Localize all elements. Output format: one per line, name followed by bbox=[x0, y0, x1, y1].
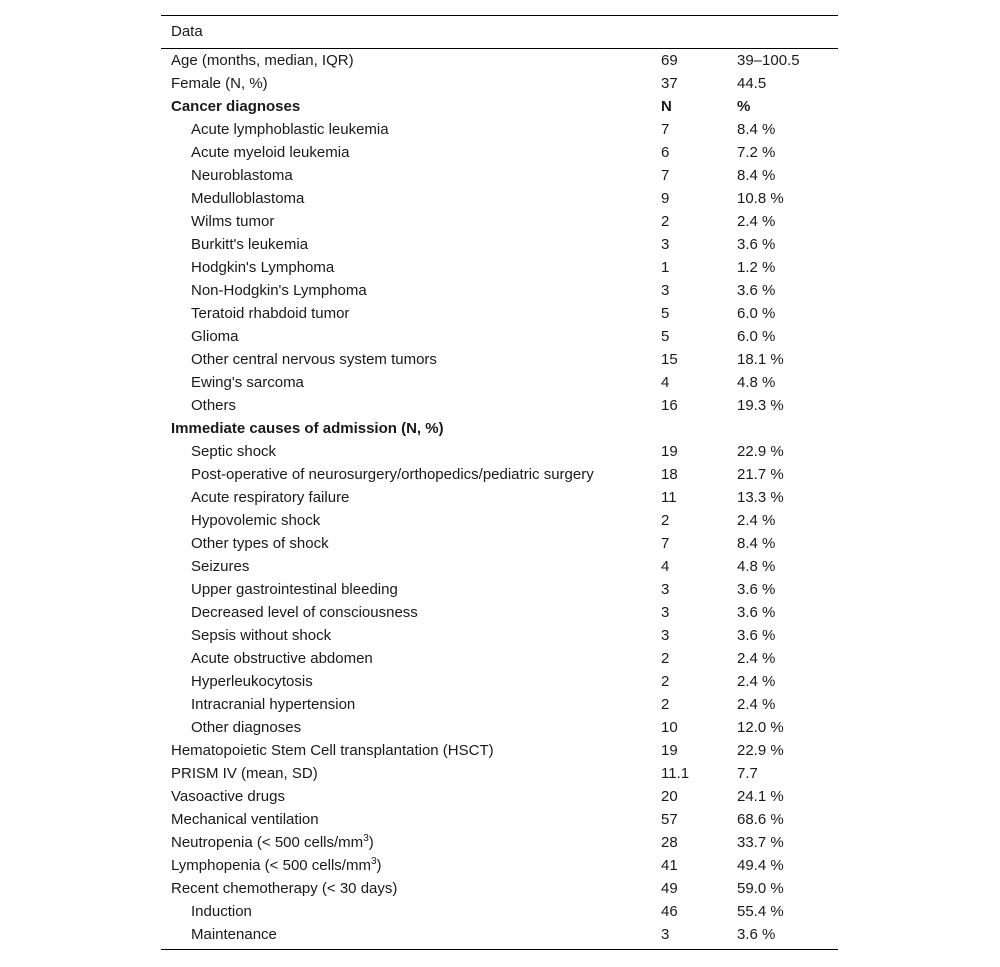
row-percent: 22.9 % bbox=[737, 742, 784, 759]
row-count: 10 bbox=[661, 719, 678, 736]
row-percent: 44.5 bbox=[737, 75, 767, 92]
row-count: 11.1 bbox=[661, 765, 690, 782]
row-count: 1 bbox=[661, 259, 670, 276]
table-row bbox=[161, 785, 838, 808]
table-row bbox=[161, 348, 838, 371]
table-row bbox=[161, 900, 838, 923]
table-row bbox=[161, 279, 838, 302]
row-label: Sepsis without shock bbox=[191, 627, 332, 644]
table-row bbox=[161, 394, 838, 417]
row-count: N bbox=[661, 98, 672, 115]
table-row bbox=[161, 739, 838, 762]
row-label: Acute myeloid leukemia bbox=[191, 144, 350, 161]
row-percent: 2.4 % bbox=[737, 213, 776, 230]
row-percent: 7.7 bbox=[737, 765, 758, 782]
superscript: 3 bbox=[370, 856, 377, 867]
row-label: Decreased level of consciousness bbox=[191, 604, 418, 621]
row-label: Mechanical ventilation bbox=[171, 811, 319, 828]
row-percent: 68.6 % bbox=[737, 811, 784, 828]
table-row bbox=[161, 555, 838, 578]
table-row bbox=[161, 187, 838, 210]
table-row bbox=[161, 440, 838, 463]
row-percent: 39–100.5 bbox=[737, 52, 800, 69]
row-label: Hematopoietic Stem Cell transplantation (HSCT) bbox=[171, 742, 494, 759]
row-count: 4 bbox=[661, 558, 670, 575]
row-label: Maintenance bbox=[191, 926, 277, 943]
row-label: Ewing's sarcoma bbox=[191, 374, 304, 391]
row-label: Seizures bbox=[191, 558, 250, 575]
row-count: 3 bbox=[661, 581, 670, 598]
row-percent: 2.4 % bbox=[737, 673, 776, 690]
row-label: Other central nervous system tumors bbox=[191, 351, 437, 368]
row-percent: 22.9 % bbox=[737, 443, 784, 460]
table-row bbox=[161, 486, 838, 509]
row-percent: 49.4 % bbox=[737, 857, 784, 874]
row-percent: 33.7 % bbox=[737, 834, 784, 851]
row-count: 28 bbox=[661, 834, 678, 851]
row-label: Vasoactive drugs bbox=[171, 788, 285, 805]
row-percent: 10.8 % bbox=[737, 190, 784, 207]
row-label: Hypovolemic shock bbox=[191, 512, 321, 529]
row-label: Female (N, %) bbox=[171, 75, 268, 92]
table-row bbox=[161, 95, 838, 118]
row-percent: 2.4 % bbox=[737, 512, 776, 529]
table-header-row bbox=[161, 16, 838, 48]
row-percent: 59.0 % bbox=[737, 880, 784, 897]
row-count: 18 bbox=[661, 466, 678, 483]
row-count: 11 bbox=[661, 489, 677, 506]
row-label: Other diagnoses bbox=[191, 719, 302, 736]
row-percent: 4.8 % bbox=[737, 558, 776, 575]
row-percent: 24.1 % bbox=[737, 788, 784, 805]
row-percent: 13.3 % bbox=[737, 489, 784, 506]
row-count: 37 bbox=[661, 75, 678, 92]
table-row bbox=[161, 72, 838, 95]
row-count: 19 bbox=[661, 443, 678, 460]
table-row bbox=[161, 49, 838, 72]
row-count: 2 bbox=[661, 673, 670, 690]
row-percent: 3.6 % bbox=[737, 236, 776, 253]
row-label: Acute lymphoblastic leukemia bbox=[191, 121, 389, 138]
row-percent: 3.6 % bbox=[737, 581, 776, 598]
table-row bbox=[161, 118, 838, 141]
table-row bbox=[161, 164, 838, 187]
table-row bbox=[161, 325, 838, 348]
row-percent: % bbox=[737, 98, 751, 115]
table-row bbox=[161, 302, 838, 325]
table-row bbox=[161, 141, 838, 164]
row-count: 3 bbox=[661, 604, 670, 621]
row-count: 7 bbox=[661, 121, 670, 138]
row-count: 2 bbox=[661, 650, 670, 667]
table-row bbox=[161, 854, 838, 877]
row-count: 57 bbox=[661, 811, 678, 828]
table-row bbox=[161, 532, 838, 555]
table-row bbox=[161, 923, 838, 946]
table-row bbox=[161, 808, 838, 831]
row-percent: 4.8 % bbox=[737, 374, 776, 391]
table-row bbox=[161, 233, 838, 256]
row-percent: 7.2 % bbox=[737, 144, 776, 161]
row-label: Intracranial hypertension bbox=[191, 696, 356, 713]
row-count: 7 bbox=[661, 167, 670, 184]
row-percent: 1.2 % bbox=[737, 259, 776, 276]
row-count: 5 bbox=[661, 305, 670, 322]
table-row bbox=[161, 877, 838, 900]
row-percent: 55.4 % bbox=[737, 903, 784, 920]
row-label: Immediate causes of admission (N, %) bbox=[171, 420, 444, 437]
row-percent: 2.4 % bbox=[737, 650, 776, 667]
row-label: Medulloblastoma bbox=[191, 190, 305, 207]
row-label: Upper gastrointestinal bleeding bbox=[191, 581, 398, 598]
row-percent: 8.4 % bbox=[737, 167, 776, 184]
row-label: Hodgkin's Lymphoma bbox=[191, 259, 335, 276]
row-count: 16 bbox=[661, 397, 678, 414]
row-label: Neuroblastoma bbox=[191, 167, 293, 184]
row-label: Glioma bbox=[191, 328, 239, 345]
table-row bbox=[161, 670, 838, 693]
row-percent: 8.4 % bbox=[737, 535, 776, 552]
row-percent: 8.4 % bbox=[737, 121, 776, 138]
row-label: Burkitt's leukemia bbox=[191, 236, 309, 253]
row-count: 6 bbox=[661, 144, 670, 161]
row-label: Teratoid rhabdoid tumor bbox=[191, 305, 350, 322]
row-label: Septic shock bbox=[191, 443, 277, 460]
row-percent: 3.6 % bbox=[737, 627, 776, 644]
row-count: 46 bbox=[661, 903, 678, 920]
table-row bbox=[161, 762, 838, 785]
row-count: 2 bbox=[661, 512, 670, 529]
row-label: Induction bbox=[191, 903, 252, 920]
table-row bbox=[161, 647, 838, 670]
data-table bbox=[161, 15, 838, 950]
row-label: Age (months, median, IQR) bbox=[171, 52, 354, 69]
row-percent: 6.0 % bbox=[737, 305, 776, 322]
row-percent: 2.4 % bbox=[737, 696, 776, 713]
table-row bbox=[161, 463, 838, 486]
row-label: Wilms tumor bbox=[191, 213, 275, 230]
table-body bbox=[161, 49, 838, 946]
row-percent: 6.0 % bbox=[737, 328, 776, 345]
row-count: 2 bbox=[661, 213, 670, 230]
row-label: Acute obstructive abdomen bbox=[191, 650, 373, 667]
row-label: Cancer diagnoses bbox=[171, 98, 301, 115]
row-percent: 12.0 % bbox=[737, 719, 784, 736]
row-count: 5 bbox=[661, 328, 670, 345]
row-count: 3 bbox=[661, 627, 670, 644]
row-count: 15 bbox=[661, 351, 678, 368]
row-percent: 19.3 % bbox=[737, 397, 784, 414]
table-row bbox=[161, 601, 838, 624]
row-label: Hyperleukocytosis bbox=[191, 673, 313, 690]
row-label: Post-operative of neurosurgery/orthopedics/pediatric surgery bbox=[191, 466, 594, 483]
row-count: 3 bbox=[661, 236, 670, 253]
table-row bbox=[161, 831, 838, 854]
table-row bbox=[161, 371, 838, 394]
row-percent: 3.6 % bbox=[737, 282, 776, 299]
table-row bbox=[161, 693, 838, 716]
row-percent: 3.6 % bbox=[737, 926, 776, 943]
row-count: 49 bbox=[661, 880, 678, 897]
table-row bbox=[161, 509, 838, 532]
row-count: 2 bbox=[661, 696, 670, 713]
row-count: 7 bbox=[661, 535, 670, 552]
row-count: 9 bbox=[661, 190, 670, 207]
header-label: Data bbox=[171, 23, 203, 40]
table-row bbox=[161, 624, 838, 647]
row-count: 3 bbox=[661, 926, 670, 943]
row-count: 69 bbox=[661, 52, 678, 69]
row-label: Recent chemotherapy (< 30 days) bbox=[171, 880, 398, 897]
row-count: 3 bbox=[661, 282, 670, 299]
row-label: Non-Hodgkin's Lymphoma bbox=[191, 282, 367, 299]
table-row bbox=[161, 417, 838, 440]
row-count: 4 bbox=[661, 374, 670, 391]
row-percent: 18.1 % bbox=[737, 351, 784, 368]
row-label: Acute respiratory failure bbox=[191, 489, 350, 506]
table-bottom-rule bbox=[161, 949, 838, 950]
row-label: Lymphopenia (< 500 cells/$mm^3$) bbox=[171, 856, 382, 874]
row-count: 41 bbox=[661, 857, 678, 874]
row-count: 20 bbox=[661, 788, 678, 805]
row-label: PRISM IV (mean, SD) bbox=[171, 765, 318, 782]
row-label: Other types of shock bbox=[191, 535, 329, 552]
row-count: 19 bbox=[661, 742, 678, 759]
row-percent: 3.6 % bbox=[737, 604, 776, 621]
table-row bbox=[161, 210, 838, 233]
row-label: Neutropenia (< 500 cells/$mm^3$) bbox=[171, 833, 374, 851]
superscript: 3 bbox=[363, 833, 369, 844]
table-row bbox=[161, 256, 838, 279]
table-row bbox=[161, 578, 838, 601]
table-row bbox=[161, 716, 838, 739]
row-label: Others bbox=[191, 397, 237, 414]
row-percent: 21.7 % bbox=[737, 466, 784, 483]
